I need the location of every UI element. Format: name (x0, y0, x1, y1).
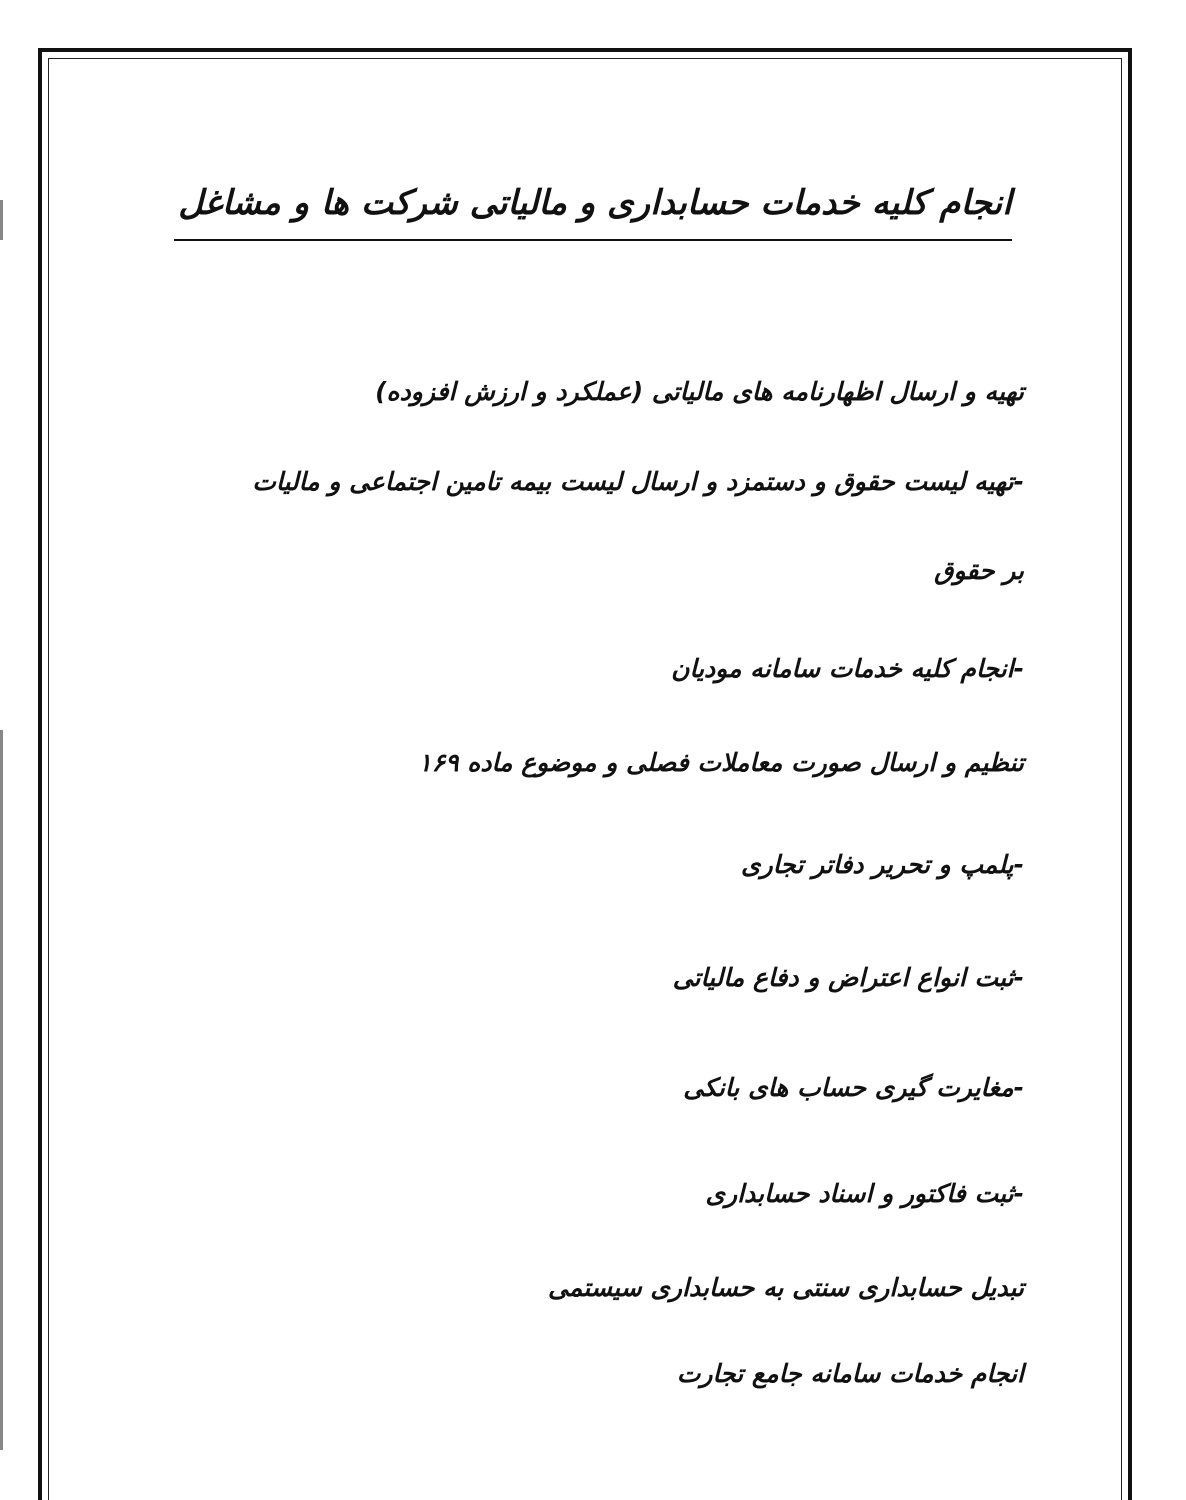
service-line: تنظیم و ارسال صورت معاملات فصلی و موضوع ماده ۱۶۹ (418, 748, 1024, 777)
service-line: تهیه و ارسال اظهارنامه های مالیاتی (عملکرد و ارزش افزوده) (375, 377, 1024, 406)
title-underline (174, 239, 1012, 241)
service-line: -مغایرت گیری حساب های بانکی (683, 1073, 1024, 1102)
service-line: -انجام کلیه خدمات سامانه مودیان (671, 654, 1024, 683)
service-line: -پلمپ و تحریر دفاتر تجاری (741, 850, 1024, 879)
scan-edge-mark (0, 730, 3, 1450)
service-line: انجام خدمات سامانه جامع تجارت (676, 1359, 1024, 1388)
service-line: تبدیل حسابداری سنتی به حسابداری سیستمی (548, 1273, 1024, 1302)
service-line: بر حقوق (934, 556, 1024, 585)
service-line: -ثبت انواع اعتراض و دفاع مالیاتی (672, 963, 1024, 992)
service-line: -تهیه لیست حقوق و دستمزد و ارسال لیست بیمه تامین اجتماعی و مالیات (252, 467, 1024, 496)
page-title: انجام کلیه خدمات حسابداری و مالیاتی شرکت ها و مشاغل (178, 183, 1012, 223)
service-line: -ثبت فاکتور و اسناد حسابداری (705, 1179, 1024, 1208)
scan-edge-mark (0, 200, 3, 240)
